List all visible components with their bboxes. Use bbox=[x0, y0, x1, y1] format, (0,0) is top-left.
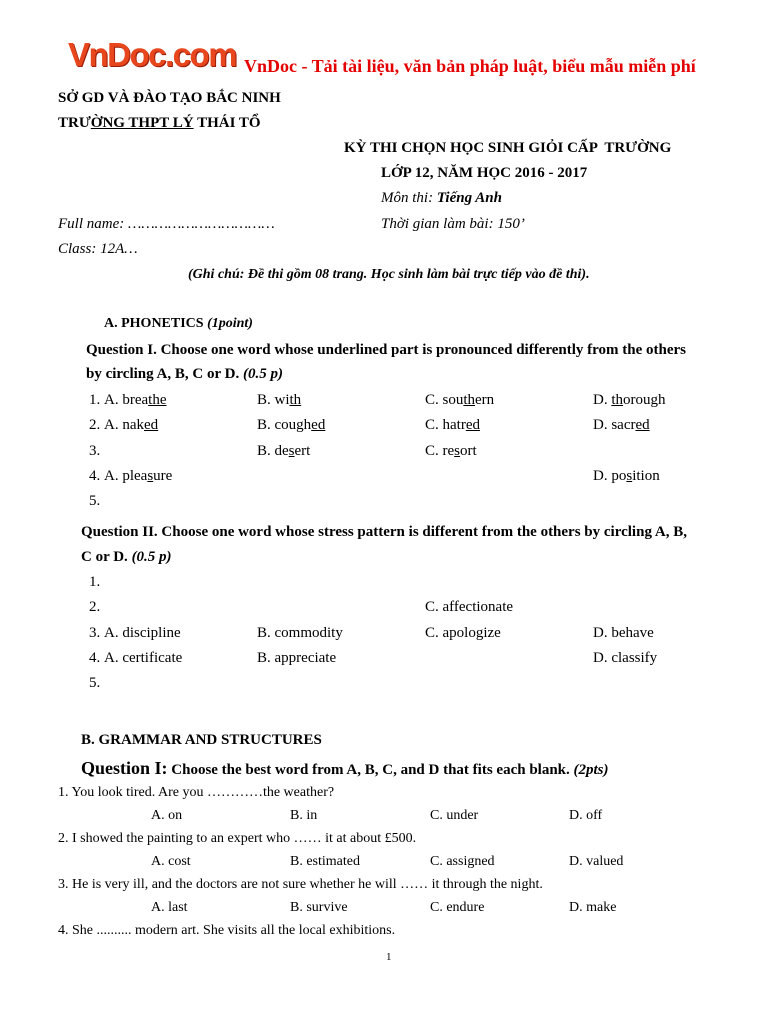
option-c: C. assigned bbox=[430, 854, 495, 869]
option-text-end: ert bbox=[294, 443, 311, 459]
underlined-part: ed bbox=[144, 417, 159, 433]
underlined-part: the bbox=[148, 392, 167, 408]
option-c: C. affectionate bbox=[425, 599, 514, 615]
row-number: 2. bbox=[89, 417, 101, 433]
option-text: D. bbox=[593, 392, 612, 408]
exam-note: (Ghi chú: Đề thi gồm 08 trang. Học sinh làm bài trực tiếp vào đề thi). bbox=[188, 267, 590, 282]
section-a-points: (1point) bbox=[207, 316, 253, 331]
option-b: B. in bbox=[290, 808, 318, 823]
option-text: C. sou bbox=[425, 392, 464, 408]
row-number: 3. bbox=[89, 625, 101, 641]
row-number: 4. bbox=[89, 468, 101, 484]
option-a: A. last bbox=[151, 900, 188, 915]
phonetics-q1-row-3 bbox=[0, 442, 768, 460]
phonetics-q2-instruction-cont bbox=[81, 548, 172, 566]
underlined-part: th bbox=[611, 392, 624, 408]
option-text-end: ure bbox=[153, 468, 173, 484]
row-number: 3. bbox=[89, 443, 101, 459]
option-b: B. survive bbox=[290, 900, 348, 915]
instruction-text: C or D. bbox=[81, 549, 132, 565]
option-c: C. endure bbox=[430, 900, 485, 915]
option-c bbox=[425, 391, 494, 409]
section-a-title: A. PHONETICS bbox=[104, 316, 208, 331]
phonetics-q2-row-2 bbox=[0, 598, 768, 616]
option-text: B. cough bbox=[257, 417, 312, 433]
underlined-part: th bbox=[289, 392, 302, 408]
option-a: A. cost bbox=[151, 854, 191, 869]
underlined-part: s bbox=[147, 468, 154, 484]
option-b: B. appreciate bbox=[257, 650, 337, 666]
option-text-end: ern bbox=[475, 392, 495, 408]
option-text-end: orough bbox=[623, 392, 666, 408]
option-a bbox=[104, 391, 166, 409]
school-name-underlined: ỜNG THPT LÝ bbox=[90, 115, 194, 131]
option-text: A. brea bbox=[104, 392, 149, 408]
exam-title: KỲ THI CHỌN HỌC SINH GIỎI CẤP TRƯỜNG bbox=[344, 140, 672, 156]
question-instruction: Choose the best word from A, B, C, and D that fits each blank. bbox=[167, 762, 574, 778]
phonetics-q2-row-3 bbox=[0, 624, 768, 642]
option-a: A. on bbox=[151, 808, 183, 823]
underlined-part: ed bbox=[311, 417, 326, 433]
grammar-q1-title bbox=[81, 758, 609, 780]
question-label: Question I: bbox=[81, 758, 168, 778]
grammar-item-3-stem: 3. He is very ill, and the doctors are not sure whether he will …… it through the night. bbox=[58, 877, 543, 892]
class-field: Class: 12A… bbox=[58, 241, 138, 257]
option-text: D. po bbox=[593, 468, 627, 484]
instruction-text: by circling A, B, C or D. bbox=[86, 366, 243, 382]
option-text: C. hatr bbox=[425, 417, 466, 433]
phonetics-q1-instruction-cont bbox=[86, 365, 283, 383]
grammar-item-2-options bbox=[0, 853, 768, 871]
vndoc-logo: VnDoc.com bbox=[68, 36, 237, 73]
question-points: (0.5 p) bbox=[242, 366, 283, 382]
phonetics-q1-row-4 bbox=[0, 467, 768, 485]
school-name-end: THÁI TỔ bbox=[193, 115, 261, 131]
phonetics-q1-row-1 bbox=[0, 391, 768, 409]
option-a bbox=[104, 467, 172, 485]
question-points: (0.5 p) bbox=[131, 549, 172, 565]
exam-duration: Thời gian làm bài: 150’ bbox=[381, 216, 525, 232]
school-name bbox=[58, 114, 261, 132]
underlined-part: s bbox=[626, 468, 633, 484]
option-a bbox=[104, 416, 158, 434]
option-c bbox=[425, 442, 477, 460]
option-b bbox=[257, 391, 301, 409]
underlined-part: s bbox=[454, 443, 461, 459]
option-a: A. certificate bbox=[104, 650, 183, 666]
option-c: C. apologize bbox=[425, 625, 501, 641]
option-b: B. commodity bbox=[257, 625, 343, 641]
option-d bbox=[593, 416, 650, 434]
phonetics-q1-row-5 bbox=[0, 492, 768, 510]
option-d bbox=[593, 391, 666, 409]
phonetics-q2-row-1 bbox=[0, 573, 768, 591]
subject-value: Tiếng Anh bbox=[436, 190, 502, 206]
section-b-heading: B. GRAMMAR AND STRUCTURES bbox=[81, 732, 322, 748]
option-text: C. re bbox=[425, 443, 455, 459]
option-d bbox=[593, 467, 660, 485]
section-a-heading bbox=[104, 315, 253, 333]
option-text: A. plea bbox=[104, 468, 148, 484]
option-text-end: ort bbox=[460, 443, 477, 459]
site-slogan: VnDoc - Tải tài liệu, văn bản pháp luật, biểu mẫu miễn phí bbox=[244, 56, 696, 76]
grade-year: LỚP 12, NĂM HỌC 2016 - 2017 bbox=[381, 165, 588, 181]
phonetics-q1-instruction: Question I. Choose one word whose underlined part is pronounced differently from the others bbox=[86, 342, 687, 358]
option-text: D. sacr bbox=[593, 417, 636, 433]
grammar-item-2-stem: 2. I showed the painting to an expert who …… it at about £500. bbox=[58, 831, 417, 846]
grammar-item-4-stem: 4. She .......... modern art. She visits all the local exhibitions. bbox=[58, 923, 396, 938]
question-points: (2pts) bbox=[573, 762, 609, 778]
row-number: 2. bbox=[89, 599, 101, 615]
option-text: B. de bbox=[257, 443, 289, 459]
option-d: D. make bbox=[569, 900, 617, 915]
grammar-item-1-options bbox=[0, 807, 768, 825]
page-number: 1 bbox=[386, 951, 392, 963]
option-text: A. nak bbox=[104, 417, 144, 433]
option-text: B. wi bbox=[257, 392, 290, 408]
row-number: 5. bbox=[89, 493, 101, 509]
row-number: 1. bbox=[89, 392, 101, 408]
subject-line bbox=[381, 189, 502, 207]
phonetics-q2-row-5 bbox=[0, 674, 768, 692]
grammar-item-1-stem: 1. You look tired. Are you …………the weather? bbox=[58, 785, 335, 800]
option-d: D. off bbox=[569, 808, 603, 823]
option-c bbox=[425, 416, 480, 434]
underlined-part: ed bbox=[635, 417, 650, 433]
grammar-item-3-options bbox=[0, 899, 768, 917]
phonetics-q1-row-2 bbox=[0, 416, 768, 434]
row-number: 4. bbox=[89, 650, 101, 666]
option-a: A. discipline bbox=[104, 625, 181, 641]
full-name-field: Full name: …………………………… bbox=[58, 216, 275, 232]
subject-label: Môn thi: bbox=[381, 190, 437, 206]
option-b bbox=[257, 416, 325, 434]
row-number: 1. bbox=[89, 574, 101, 590]
school-name-start: TRƯ bbox=[58, 115, 91, 131]
underlined-part: ed bbox=[465, 417, 480, 433]
option-text-end: ition bbox=[632, 468, 660, 484]
row-number: 5. bbox=[89, 675, 101, 691]
option-d: D. behave bbox=[593, 625, 654, 641]
option-d: D. valued bbox=[569, 854, 624, 869]
department-name: SỞ GD VÀ ĐÀO TẠO BẮC NINH bbox=[58, 90, 281, 106]
phonetics-q2-instruction: Question II. Choose one word whose stress pattern is different from the others by circling A, B, bbox=[81, 524, 687, 540]
underlined-part: th bbox=[463, 392, 476, 408]
phonetics-q2-row-4 bbox=[0, 649, 768, 667]
option-c: C. under bbox=[430, 808, 479, 823]
underlined-part: s bbox=[288, 443, 295, 459]
option-d: D. classify bbox=[593, 650, 658, 666]
option-b bbox=[257, 442, 310, 460]
option-b: B. estimated bbox=[290, 854, 360, 869]
